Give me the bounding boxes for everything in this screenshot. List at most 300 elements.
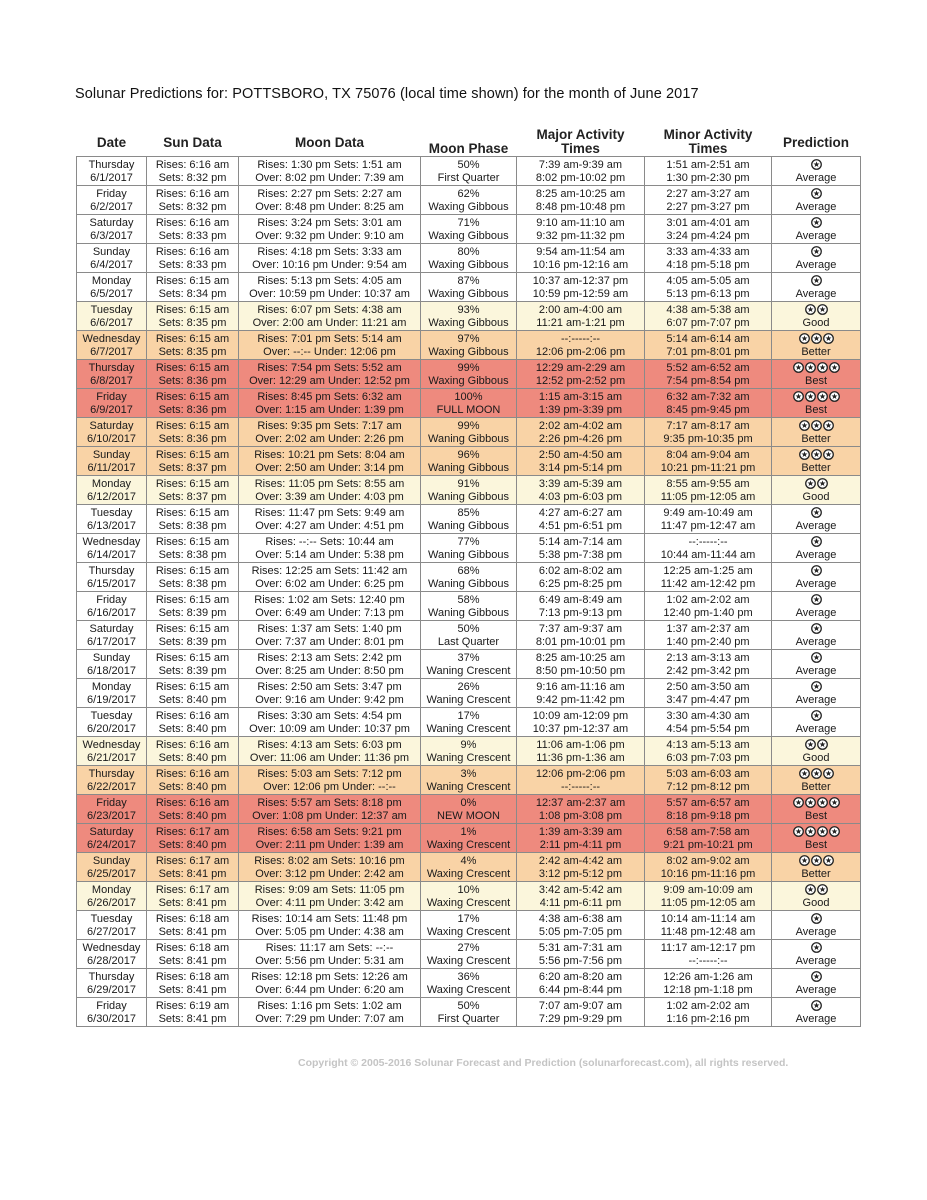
minor-activity-cell xyxy=(645,505,772,534)
major-time-2: 10:59 pm-12:59 am xyxy=(532,287,629,300)
prediction-rating xyxy=(774,217,858,230)
day-name: Thursday xyxy=(88,768,135,780)
major-time-1: 1:39 am-3:39 am xyxy=(538,826,623,838)
minor-activity-cell xyxy=(645,273,772,302)
moon-data-cell xyxy=(239,244,421,273)
prediction-label: Average xyxy=(795,519,837,532)
sun-rise: Rises: 6:15 am xyxy=(155,478,230,490)
minor-time-2: 10:16 pm-11:16 pm xyxy=(660,867,756,880)
moon-phase-name: Waning Gibbous xyxy=(428,432,509,445)
star-in-circle-icon xyxy=(810,507,822,519)
date-cell xyxy=(77,273,147,302)
sun-rise: Rises: 6:16 am xyxy=(155,797,230,809)
moon-phase-cell xyxy=(421,186,517,215)
prediction-label: Good xyxy=(802,751,830,764)
date-value: 6/24/2017 xyxy=(87,838,136,851)
date-value: 6/2/2017 xyxy=(90,200,133,213)
star-in-circle-icon xyxy=(816,826,828,838)
moon-over-under: Over: 2:11 pm Under: 1:39 am xyxy=(255,838,404,851)
date-cell xyxy=(77,302,147,331)
minor-time-2: 4:18 pm-5:18 pm xyxy=(666,258,750,271)
prediction-label: Good xyxy=(802,316,830,329)
date-cell xyxy=(77,650,147,679)
moon-rise-set: Rises: 3:30 am Sets: 4:54 pm xyxy=(257,710,402,722)
sun-data-cell xyxy=(147,621,239,650)
minor-activity-cell xyxy=(645,940,772,969)
date-value: 6/6/2017 xyxy=(90,316,133,329)
major-activity-cell xyxy=(517,795,645,824)
day-name: Saturday xyxy=(89,420,134,432)
sun-data-cell xyxy=(147,505,239,534)
date-cell xyxy=(77,940,147,969)
prediction-cell xyxy=(772,360,861,389)
moon-phase-name: Waning Gibbous xyxy=(428,461,509,474)
date-value: 6/8/2017 xyxy=(90,374,133,387)
day-name: Thursday xyxy=(88,971,135,983)
moon-phase-cell xyxy=(421,505,517,534)
moon-phase-percent: 85% xyxy=(457,507,480,519)
date-cell xyxy=(77,447,147,476)
sun-rise: Rises: 6:16 am xyxy=(155,188,230,200)
prediction-cell xyxy=(772,650,861,679)
prediction-cell xyxy=(772,592,861,621)
moon-phase-cell xyxy=(421,215,517,244)
moon-phase-name: Waxing Crescent xyxy=(426,954,511,967)
minor-activity-cell xyxy=(645,563,772,592)
major-activity-cell xyxy=(517,969,645,998)
day-name: Saturday xyxy=(89,623,134,635)
date-value: 6/19/2017 xyxy=(87,693,136,706)
major-time-1: 11:06 am-1:06 pm xyxy=(536,739,625,751)
moon-phase-name: Waxing Gibbous xyxy=(428,229,509,242)
star-in-circle-icon xyxy=(798,855,810,867)
prediction-rating xyxy=(774,768,858,781)
prediction-rating xyxy=(774,623,858,636)
moon-phase-percent: 37% xyxy=(457,652,480,664)
sun-data-cell xyxy=(147,650,239,679)
minor-activity-cell xyxy=(645,186,772,215)
minor-time-2: 7:54 pm-8:54 pm xyxy=(666,374,750,387)
header-major-activity xyxy=(517,116,645,157)
minor-activity-cell xyxy=(645,969,772,998)
major-time-1: 9:16 am-11:16 am xyxy=(536,681,625,693)
prediction-rating xyxy=(774,942,858,955)
moon-data-cell xyxy=(239,592,421,621)
moon-over-under: Over: 3:12 pm Under: 2:42 am xyxy=(255,867,404,880)
moon-data-cell xyxy=(239,447,421,476)
star-in-circle-icon xyxy=(828,797,840,809)
sun-data-cell xyxy=(147,389,239,418)
major-time-2: 5:56 pm-7:56 pm xyxy=(538,954,623,967)
major-time-1: 12:06 pm-2:06 pm xyxy=(535,768,626,780)
date-cell xyxy=(77,331,147,360)
sun-set: Sets: 8:33 pm xyxy=(158,229,227,242)
moon-phase-percent: 9% xyxy=(460,739,477,751)
moon-data-cell xyxy=(239,360,421,389)
minor-activity-cell xyxy=(645,650,772,679)
major-activity-cell xyxy=(517,360,645,389)
moon-phase-cell xyxy=(421,998,517,1027)
sun-rise: Rises: 6:19 am xyxy=(155,1000,230,1012)
prediction-rating xyxy=(774,362,858,375)
star-in-circle-icon xyxy=(810,594,822,606)
table-row xyxy=(77,273,861,302)
moon-phase-percent: 100% xyxy=(454,391,483,403)
moon-rise-set: Rises: 12:25 am Sets: 11:42 am xyxy=(251,565,408,577)
moon-data-cell xyxy=(239,969,421,998)
day-name: Wednesday xyxy=(82,536,141,548)
prediction-label: Average xyxy=(795,1012,837,1025)
prediction-label: Average xyxy=(795,925,837,938)
moon-over-under: Over: 11:06 am Under: 11:36 pm xyxy=(249,751,410,764)
table-row xyxy=(77,621,861,650)
sun-data-cell xyxy=(147,911,239,940)
date-value: 6/15/2017 xyxy=(87,577,136,590)
moon-phase-name: FULL MOON xyxy=(436,403,501,416)
date-cell xyxy=(77,679,147,708)
sun-rise: Rises: 6:15 am xyxy=(155,623,230,635)
moon-data-cell xyxy=(239,766,421,795)
sun-data-cell xyxy=(147,360,239,389)
header-moon-phase xyxy=(421,116,517,157)
moon-over-under: Over: 10:59 pm Under: 10:37 am xyxy=(249,287,410,300)
minor-time-2: 1:30 pm-2:30 pm xyxy=(666,171,750,184)
moon-over-under: Over: 5:05 pm Under: 4:38 am xyxy=(255,925,404,938)
major-activity-cell xyxy=(517,882,645,911)
major-time-1: 5:31 am-7:31 am xyxy=(538,942,623,954)
sun-set: Sets: 8:35 pm xyxy=(158,316,227,329)
sun-data-cell xyxy=(147,766,239,795)
star-in-circle-icon xyxy=(816,739,828,751)
moon-over-under: Over: 12:06 pm Under: --:-- xyxy=(263,780,396,793)
table-row xyxy=(77,737,861,766)
date-cell xyxy=(77,186,147,215)
moon-phase-cell xyxy=(421,621,517,650)
moon-phase-name: Waning Gibbous xyxy=(428,577,509,590)
prediction-cell xyxy=(772,273,861,302)
major-time-1: 1:15 am-3:15 am xyxy=(538,391,623,403)
moon-phase-percent: 50% xyxy=(457,1000,480,1012)
moon-phase-cell xyxy=(421,273,517,302)
minor-time-2: 12:18 pm-1:18 pm xyxy=(663,983,753,996)
minor-time-2: 9:35 pm-10:35 pm xyxy=(663,432,753,445)
major-time-1: 3:42 am-5:42 am xyxy=(538,884,623,896)
moon-data-cell xyxy=(239,215,421,244)
star-in-circle-icon xyxy=(798,449,810,461)
major-time-1: 7:07 am-9:07 am xyxy=(538,1000,623,1012)
moon-rise-set: Rises: 10:14 am Sets: 11:48 pm xyxy=(251,913,408,925)
minor-time-2: 5:13 pm-6:13 pm xyxy=(666,287,750,300)
table-row xyxy=(77,302,861,331)
moon-phase-name: Waning Gibbous xyxy=(428,490,509,503)
table-row xyxy=(77,360,861,389)
moon-phase-cell xyxy=(421,882,517,911)
date-value: 6/25/2017 xyxy=(87,867,136,880)
moon-data-cell xyxy=(239,650,421,679)
minor-time-1: 3:33 am-4:33 am xyxy=(666,246,750,258)
day-name: Friday xyxy=(96,1000,127,1012)
moon-phase-percent: 71% xyxy=(457,217,480,229)
major-activity-cell xyxy=(517,592,645,621)
moon-phase-percent: 91% xyxy=(457,478,480,490)
moon-phase-percent: 62% xyxy=(457,188,480,200)
moon-over-under: Over: 7:37 am Under: 8:01 pm xyxy=(255,635,404,648)
major-time-1: 8:25 am-10:25 am xyxy=(535,188,626,200)
star-in-circle-icon xyxy=(804,826,816,838)
prediction-rating xyxy=(774,420,858,433)
moon-phase-percent: 96% xyxy=(457,449,480,461)
major-time-2: 8:50 pm-10:50 pm xyxy=(535,664,626,677)
prediction-cell xyxy=(772,969,861,998)
minor-time-1: 1:02 am-2:02 am xyxy=(666,1000,750,1012)
moon-over-under: Over: 6:49 am Under: 7:13 pm xyxy=(255,606,404,619)
moon-data-cell xyxy=(239,534,421,563)
moon-phase-cell xyxy=(421,795,517,824)
moon-over-under: Over: 10:16 pm Under: 9:54 am xyxy=(252,258,407,271)
table-row xyxy=(77,853,861,882)
table-row xyxy=(77,882,861,911)
table-row xyxy=(77,534,861,563)
moon-phase-name: First Quarter xyxy=(437,171,500,184)
moon-phase-name: Waxing Gibbous xyxy=(428,200,509,213)
moon-phase-percent: 27% xyxy=(457,942,480,954)
moon-phase-name: Waning Crescent xyxy=(426,722,511,735)
table-row xyxy=(77,186,861,215)
major-activity-cell xyxy=(517,679,645,708)
prediction-cell xyxy=(772,737,861,766)
moon-rise-set: Rises: 9:09 am Sets: 11:05 pm xyxy=(254,884,405,896)
prediction-label: Average xyxy=(795,171,837,184)
moon-over-under: Over: --:-- Under: 12:06 pm xyxy=(263,345,396,358)
moon-phase-name: Waning Gibbous xyxy=(428,519,509,532)
minor-time-2: 11:05 pm-12:05 am xyxy=(660,490,756,503)
day-name: Thursday xyxy=(88,362,135,374)
minor-activity-cell xyxy=(645,389,772,418)
minor-activity-cell xyxy=(645,998,772,1027)
prediction-label: Average xyxy=(795,200,837,213)
moon-phase-cell xyxy=(421,534,517,563)
minor-activity-cell xyxy=(645,447,772,476)
moon-rise-set: Rises: 8:02 am Sets: 10:16 pm xyxy=(254,855,405,867)
moon-rise-set: Rises: 6:58 am Sets: 9:21 pm xyxy=(257,826,402,838)
moon-phase-name: Waxing Gibbous xyxy=(428,316,509,329)
moon-phase-percent: 17% xyxy=(457,710,480,722)
prediction-rating xyxy=(774,826,858,839)
prediction-rating xyxy=(774,565,858,578)
minor-time-1: 6:32 am-7:32 am xyxy=(666,391,750,403)
moon-data-cell xyxy=(239,505,421,534)
day-name: Sunday xyxy=(92,246,131,258)
sun-rise: Rises: 6:15 am xyxy=(155,536,230,548)
table-row xyxy=(77,592,861,621)
star-in-circle-icon xyxy=(810,855,822,867)
sun-rise: Rises: 6:17 am xyxy=(155,884,230,896)
minor-time-1: 3:30 am-4:30 am xyxy=(666,710,750,722)
prediction-label: Better xyxy=(801,432,831,445)
prediction-rating xyxy=(774,855,858,868)
major-time-2: 6:25 pm-8:25 pm xyxy=(538,577,623,590)
sun-set: Sets: 8:37 pm xyxy=(158,461,227,474)
moon-data-cell xyxy=(239,853,421,882)
prediction-rating xyxy=(774,710,858,723)
prediction-rating xyxy=(774,391,858,404)
copyright-notice: Copyright © 2005-2016 Solunar Forecast and Prediction (solunarforecast.com), all rights reserved. xyxy=(298,1057,789,1069)
minor-time-1: 11:17 am-12:17 pm xyxy=(660,942,756,954)
date-cell xyxy=(77,157,147,186)
prediction-label: Good xyxy=(802,896,830,909)
table-row xyxy=(77,505,861,534)
minor-activity-cell xyxy=(645,476,772,505)
sun-set: Sets: 8:41 pm xyxy=(158,954,227,967)
moon-over-under: Over: 4:11 pm Under: 3:42 am xyxy=(255,896,404,909)
sun-set: Sets: 8:41 pm xyxy=(158,896,227,909)
major-time-2: 3:12 pm-5:12 pm xyxy=(538,867,623,880)
date-cell xyxy=(77,476,147,505)
major-time-1: 5:14 am-7:14 am xyxy=(538,536,623,548)
header-moon-phase-line1: Moon xyxy=(428,141,465,156)
date-value: 6/23/2017 xyxy=(87,809,136,822)
moon-data-cell xyxy=(239,418,421,447)
moon-phase-percent: 36% xyxy=(457,971,480,983)
sun-rise: Rises: 6:15 am xyxy=(155,507,230,519)
moon-data-cell xyxy=(239,273,421,302)
sun-rise: Rises: 6:15 am xyxy=(155,652,230,664)
major-time-2: 11:21 am-1:21 pm xyxy=(536,316,625,329)
date-cell xyxy=(77,360,147,389)
table-row xyxy=(77,911,861,940)
moon-rise-set: Rises: 3:24 pm Sets: 3:01 am xyxy=(257,217,402,229)
prediction-cell xyxy=(772,186,861,215)
moon-phase-cell xyxy=(421,737,517,766)
major-time-2: 1:39 pm-3:39 pm xyxy=(538,403,623,416)
moon-rise-set: Rises: --:-- Sets: 10:44 am xyxy=(265,536,394,548)
moon-phase-cell xyxy=(421,940,517,969)
header-major-line1: Major xyxy=(536,127,573,142)
sun-data-cell xyxy=(147,592,239,621)
prediction-rating xyxy=(774,246,858,259)
date-value: 6/18/2017 xyxy=(87,664,136,677)
moon-data-cell xyxy=(239,563,421,592)
date-cell xyxy=(77,244,147,273)
prediction-cell xyxy=(772,795,861,824)
sun-rise: Rises: 6:16 am xyxy=(155,246,230,258)
moon-data-cell xyxy=(239,998,421,1027)
major-activity-cell xyxy=(517,911,645,940)
date-value: 6/12/2017 xyxy=(87,490,136,503)
minor-time-1: 4:13 am-5:13 am xyxy=(666,739,750,751)
date-value: 6/4/2017 xyxy=(90,258,133,271)
major-time-2: 2:26 pm-4:26 pm xyxy=(538,432,623,445)
sun-rise: Rises: 6:18 am xyxy=(155,971,230,983)
minor-time-2: 8:18 pm-9:18 pm xyxy=(666,809,750,822)
moon-rise-set: Rises: 11:05 pm Sets: 8:55 am xyxy=(254,478,405,490)
minor-time-1: 8:02 am-9:02 am xyxy=(666,855,750,867)
star-in-circle-icon xyxy=(810,420,822,432)
moon-rise-set: Rises: 2:13 am Sets: 2:42 pm xyxy=(257,652,402,664)
table-header-row xyxy=(77,116,861,157)
date-cell xyxy=(77,766,147,795)
date-value: 6/14/2017 xyxy=(87,548,136,561)
moon-data-cell xyxy=(239,389,421,418)
moon-over-under: Over: 9:32 pm Under: 9:10 am xyxy=(255,229,404,242)
sun-data-cell xyxy=(147,331,239,360)
sun-rise: Rises: 6:15 am xyxy=(155,275,230,287)
moon-phase-percent: 93% xyxy=(457,304,480,316)
prediction-label: Better xyxy=(801,461,831,474)
major-activity-cell xyxy=(517,389,645,418)
major-time-2: 11:36 pm-1:36 am xyxy=(536,751,625,764)
minor-time-1: 4:05 am-5:05 am xyxy=(666,275,750,287)
moon-rise-set: Rises: 2:27 pm Sets: 2:27 am xyxy=(257,188,402,200)
minor-time-2: 1:16 pm-2:16 pm xyxy=(666,1012,750,1025)
moon-over-under: Over: 2:50 am Under: 3:14 pm xyxy=(255,461,404,474)
moon-data-cell xyxy=(239,186,421,215)
star-in-circle-icon xyxy=(804,391,816,403)
prediction-cell xyxy=(772,853,861,882)
prediction-label: Average xyxy=(795,577,837,590)
moon-over-under: Over: 12:29 am Under: 12:52 pm xyxy=(249,374,410,387)
minor-time-2: 11:47 pm-12:47 am xyxy=(660,519,756,532)
sun-data-cell xyxy=(147,969,239,998)
moon-data-cell xyxy=(239,679,421,708)
major-time-2: 5:38 pm-7:38 pm xyxy=(538,548,623,561)
minor-time-2: 4:54 pm-5:54 pm xyxy=(666,722,750,735)
sun-set: Sets: 8:40 pm xyxy=(158,780,227,793)
sun-set: Sets: 8:41 pm xyxy=(158,983,227,996)
minor-activity-cell xyxy=(645,911,772,940)
prediction-cell xyxy=(772,679,861,708)
prediction-rating xyxy=(774,275,858,288)
moon-data-cell xyxy=(239,940,421,969)
sun-set: Sets: 8:36 pm xyxy=(158,432,227,445)
moon-phase-percent: 17% xyxy=(457,913,480,925)
date-value: 6/11/2017 xyxy=(87,461,136,474)
sun-data-cell xyxy=(147,882,239,911)
date-cell xyxy=(77,737,147,766)
header-minor-line2: Activity Times xyxy=(688,127,753,156)
minor-time-2: 6:07 pm-7:07 pm xyxy=(666,316,750,329)
moon-over-under: Over: 8:25 am Under: 8:50 pm xyxy=(255,664,404,677)
moon-rise-set: Rises: 7:54 pm Sets: 5:52 am xyxy=(257,362,402,374)
moon-phase-cell xyxy=(421,853,517,882)
major-time-1: 10:09 am-12:09 pm xyxy=(532,710,629,722)
major-time-2: 1:08 pm-3:08 pm xyxy=(538,809,623,822)
major-activity-cell xyxy=(517,824,645,853)
moon-phase-cell xyxy=(421,476,517,505)
day-name: Thursday xyxy=(88,565,135,577)
star-in-circle-icon xyxy=(792,797,804,809)
minor-activity-cell xyxy=(645,331,772,360)
major-time-2: 9:42 pm-11:42 pm xyxy=(536,693,625,706)
prediction-rating xyxy=(774,478,858,491)
moon-phase-percent: 50% xyxy=(457,159,480,171)
minor-activity-cell xyxy=(645,795,772,824)
table-row xyxy=(77,563,861,592)
moon-phase-name: Waxing Crescent xyxy=(426,925,511,938)
major-time-2: 12:52 pm-2:52 pm xyxy=(535,374,626,387)
minor-time-1: 7:17 am-8:17 am xyxy=(666,420,750,432)
major-activity-cell xyxy=(517,563,645,592)
prediction-rating xyxy=(774,507,858,520)
star-in-circle-icon xyxy=(810,681,822,693)
table-row xyxy=(77,447,861,476)
major-activity-cell xyxy=(517,331,645,360)
moon-rise-set: Rises: 11:17 am Sets: --:-- xyxy=(265,942,394,954)
star-in-circle-icon xyxy=(792,362,804,374)
moon-phase-percent: 99% xyxy=(457,362,480,374)
star-in-circle-icon xyxy=(804,797,816,809)
minor-time-1: 5:03 am-6:03 am xyxy=(666,768,750,780)
